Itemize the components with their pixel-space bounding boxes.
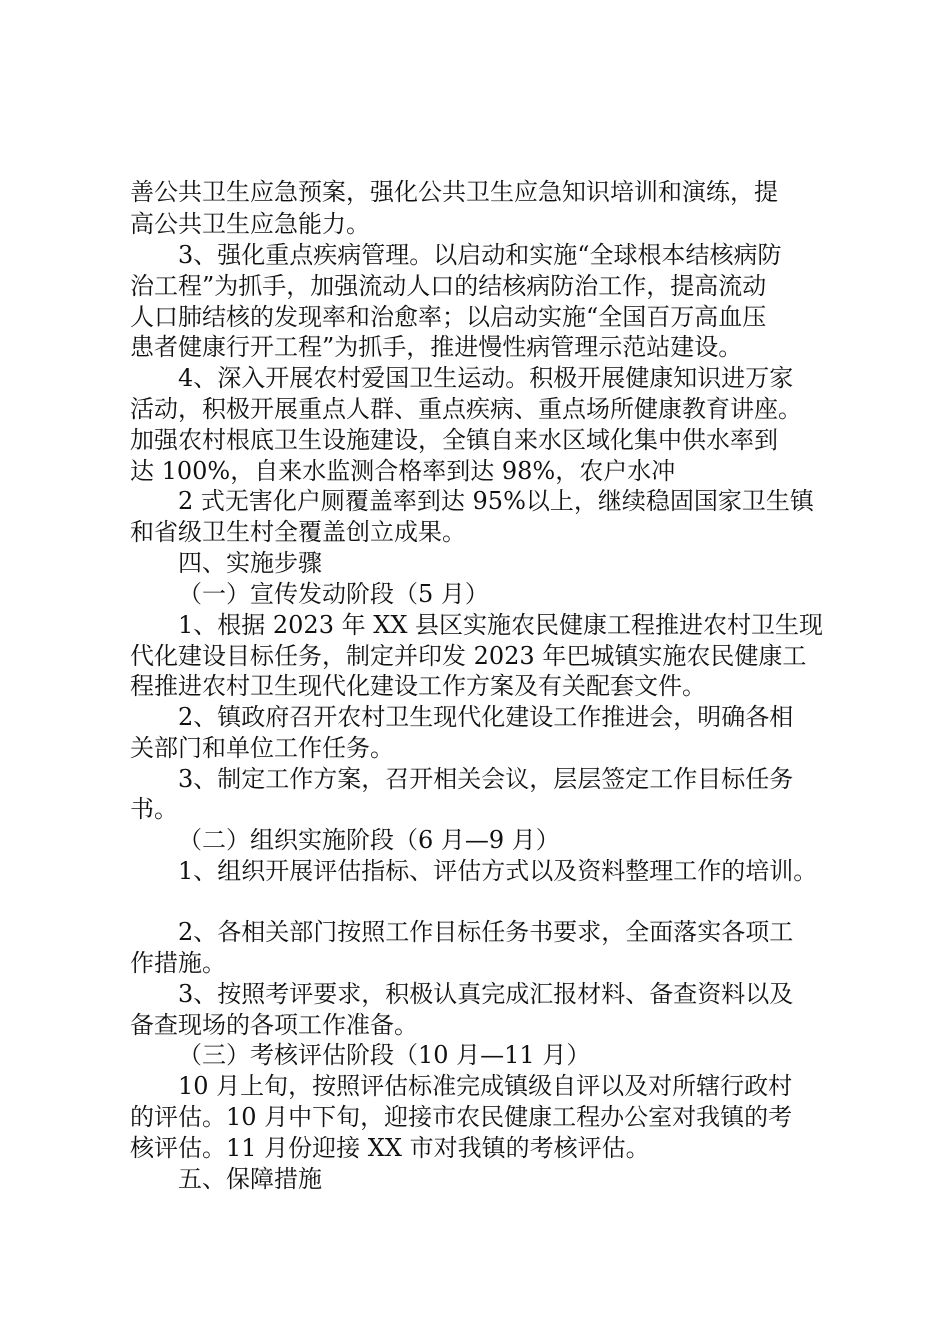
text-line: 人口肺结核的发现率和治愈率；以启动实施“全国百万高血压 bbox=[130, 303, 767, 331]
text-line: 善公共卫生应急预案，强化公共卫生应急知识培训和演练，提 bbox=[130, 178, 778, 206]
text-line: 2、镇政府召开农村卫生现代化建设工作推进会，明确各相 bbox=[178, 703, 794, 731]
text-line: 3、制定工作方案，召开相关会议，层层签定工作目标任务 bbox=[178, 765, 794, 793]
text-line: 和省级卫生村全覆盖创立成果。 bbox=[130, 518, 466, 546]
subsection-heading: （二）组织实施阶段（6 月—9 月） bbox=[178, 826, 560, 854]
text-line: 10 月上旬，按照评估标准完成镇级自评以及对所辖行政村 bbox=[178, 1072, 793, 1100]
text-line: 关部门和单位工作任务。 bbox=[130, 734, 394, 762]
text-line: 1、根据 2023 年 XX 县区实施农民健康工程推进农村卫生现 bbox=[178, 611, 824, 639]
text-line: 3、强化重点疾病管理。以启动和实施“全球根本结核病防 bbox=[178, 241, 782, 269]
text-line: 4、深入开展农村爱国卫生运动。积极开展健康知识进万家 bbox=[178, 364, 794, 392]
text-line: 1、组织开展评估指标、评估方式以及资料整理工作的培训。 bbox=[178, 857, 818, 885]
text-line: 书。 bbox=[130, 795, 178, 823]
subsection-heading: （一）宣传发动阶段（5 月） bbox=[178, 580, 489, 608]
text-line: 活动，积极开展重点人群、重点疾病、重点场所健康教育讲座。 bbox=[130, 395, 802, 423]
text-line: 程推进农村卫生现代化建设工作方案及有关配套文件。 bbox=[130, 672, 706, 700]
text-line: 达 100%，自来水监测合格率到达 98%，农户水冲 bbox=[130, 457, 676, 485]
subsection-heading: （三）考核评估阶段（10 月—11 月） bbox=[178, 1041, 591, 1069]
section-heading: 四、实施步骤 bbox=[178, 549, 322, 577]
text-line: 备查现场的各项工作准备。 bbox=[130, 1011, 418, 1039]
text-line: 高公共卫生应急能力。 bbox=[130, 210, 370, 238]
text-line: 的评估。10 月中下旬，迎接市农民健康工程办公室对我镇的考 bbox=[130, 1103, 793, 1131]
text-line: 核评估。11 月份迎接 XX 市对我镇的考核评估。 bbox=[130, 1134, 650, 1162]
text-line: 作措施。 bbox=[130, 949, 226, 977]
text-line: 治工程”为抓手，加强流动人口的结核病防治工作，提高流动 bbox=[130, 272, 767, 300]
text-line: 患者健康行开工程”为抓手，推进慢性病管理示范站建设。 bbox=[130, 333, 743, 361]
text-line: 代化建设目标任务，制定并印发 2023 年巴城镇实施农民健康工 bbox=[130, 642, 807, 670]
text-line: 2、各相关部门按照工作目标任务书要求，全面落实各项工 bbox=[178, 918, 794, 946]
text-line: 3、按照考评要求，积极认真完成汇报材料、备查资料以及 bbox=[178, 980, 794, 1008]
section-heading: 五、保障措施 bbox=[178, 1165, 322, 1193]
text-line: 2 式无害化户厕覆盖率到达 95%以上，继续稳固国家卫生镇 bbox=[178, 487, 814, 515]
text-line: 加强农村根底卫生设施建设，全镇自来水区域化集中供水率到 bbox=[130, 426, 778, 454]
